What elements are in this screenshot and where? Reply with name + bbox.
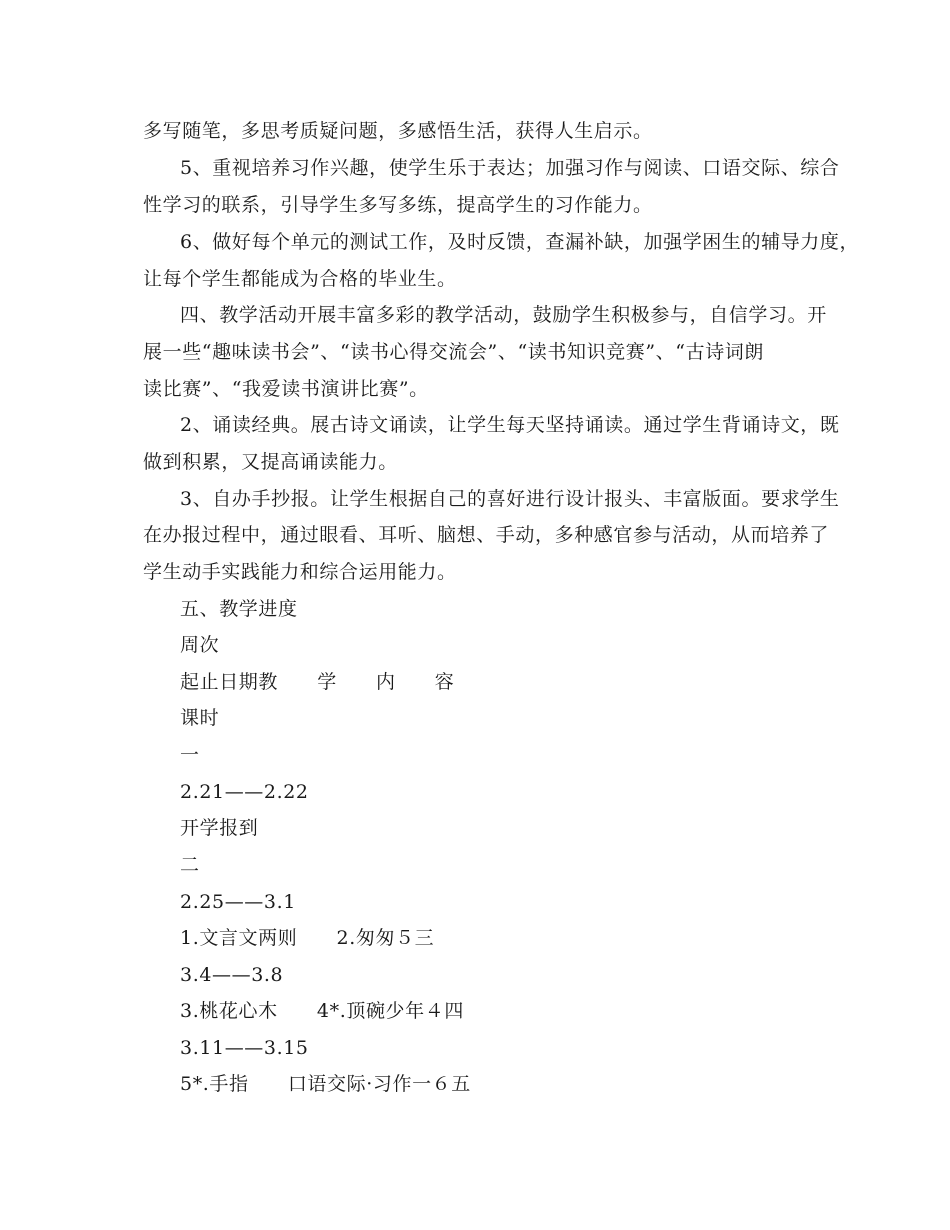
text-line: 在办报过程中，通过眼看、耳听、脑想、手动，多种感官参与活动，从而培养了 (143, 524, 830, 546)
table-cell: 课时 (180, 707, 220, 729)
table-cell: 一 (180, 744, 200, 766)
table-cell: 周次 (180, 634, 220, 656)
text-line: 3、自办手抄报。让学生根据自己的喜好进行设计报头、丰富版面。要求学生 (180, 488, 840, 510)
text-line: 五、教学进度 (180, 598, 298, 620)
text-line: 2、诵读经典。展古诗文诵读，让学生每天坚持诵读。通过学生背诵诗文，既 (180, 414, 840, 436)
table-cell: 3.桃花心木 4*.顶碗少年４四 (180, 1000, 464, 1022)
table-cell: 3.11——3.15 (180, 1037, 309, 1059)
table-cell: 5*.手指 口语交际·习作一６五 (180, 1073, 471, 1095)
text-line: 6、做好每个单元的测试工作，及时反馈，查漏补缺，加强学困生的辅导力度， (180, 231, 860, 253)
table-cell: 开学报到 (180, 817, 259, 839)
text-line: 学生动手实践能力和综合运用能力。 (143, 561, 457, 583)
table-cell: 1.文言文两则 2.匆匆５三 (180, 927, 435, 949)
text-line: 四、教学活动开展丰富多彩的教学活动，鼓励学生积极参与，自信学习。开 (180, 304, 827, 326)
table-cell: 2.25——3.1 (180, 891, 296, 913)
text-line: 读比赛”、“我爱读书演讲比赛”。 (143, 378, 429, 400)
text-line: 做到积累，又提高诵读能力。 (143, 451, 398, 473)
text-line: 5、重视培养习作兴趣，使学生乐于表达；加强习作与阅读、口语交际、综合 (180, 157, 840, 179)
text-line: 性学习的联系，引导学生多写多练，提高学生的习作能力。 (143, 194, 653, 216)
table-cell: 二 (180, 854, 200, 876)
text-line: 展一些“趣味读书会”、“读书心得交流会”、“读书知识竞赛”、“古诗词朗 (143, 341, 764, 363)
table-cell: 2.21——2.22 (180, 781, 309, 803)
table-cell: 3.4——3.8 (180, 964, 284, 986)
table-cell: 起止日期教 学 内 容 (180, 671, 455, 693)
text-line: 让每个学生都能成为合格的毕业生。 (143, 268, 457, 290)
text-line: 多写随笔，多思考质疑问题，多感悟生活，获得人生启示。 (143, 120, 653, 142)
